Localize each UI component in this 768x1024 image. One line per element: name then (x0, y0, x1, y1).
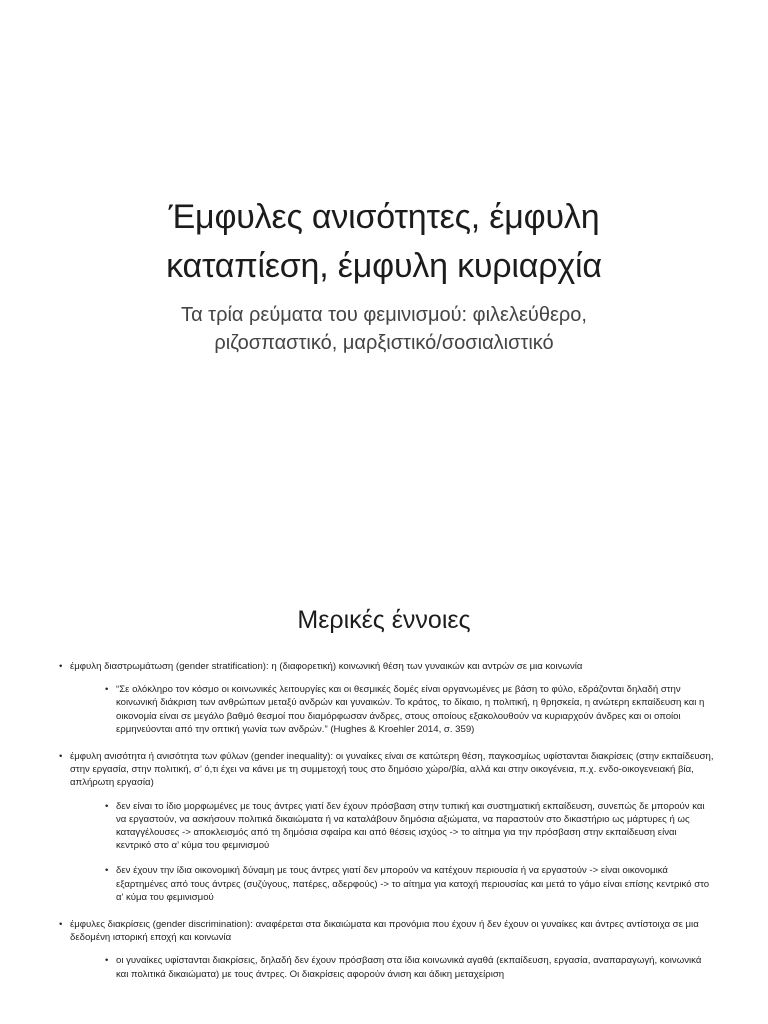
title-line: καταπίεση, έμφυλη κυριαρχία (166, 247, 602, 285)
slide-concepts (0, 560, 768, 1024)
bullet-item (70, 918, 714, 981)
bullet-text: • έμφυλες διακρίσεις (gender discrimination): αναφέρεται στα δικαιώματα και προνόμια που έχουν ή δεν έχουν οι γυναίκες και άντρες αντίστοιχα σε μια δεδομένη ιστορική εποχή και κοινωνία (70, 919, 699, 944)
bullet-item (70, 660, 714, 736)
subtitle-line: ριζοσπαστικό, μαρξιστικό/σοσιαλιστικό (214, 332, 554, 354)
title-line: Έμφυλες ανισότητες, έμφυλη (168, 198, 600, 236)
bullet-item (70, 750, 714, 904)
sub-bullet-text: • “Σε ολόκληρο τον κόσμο οι κοινωνικές λειτουργίες και οι θεσμικές δομές είναι οργανωμένες με βάση το φύλο, εδράζονται δηλαδή στην κοινωνική διάκριση των ανθρώπων μεταξύ ανδρών και γυναικών. Το κράτος, το δίκαιο, η πολιτική, η θρησκεία, η ανώτερη εκπαίδευση και η οικονομία είναι σε μεγάλο βαθμό θεσμοί που διαμόρφωσαν άνδρες, στους οποίους εξακολουθούν να κυριαρχούν άνδρες και οι οποίοι ερμηνεύονται από την οπτική γωνία των ανδρών.” (Hughes & Kroehler 2014, σ. 359) (116, 684, 705, 735)
subtitle-line: Τα τρία ρεύματα του φεμινισμού: φιλελεύθερο, (181, 304, 587, 326)
sub-bullet-item (116, 864, 714, 904)
slide-heading: Μερικές έννοιες (297, 606, 471, 634)
bullet-text: • έμφυλη διαστρωμάτωση (gender stratification): η (διαφορετική) κοινωνική θέση των γυναικών και αντρών σε μια κοινωνία (70, 661, 583, 672)
sub-bullet-item (116, 683, 714, 736)
sub-bullet-text: • οι γυναίκες υφίστανται διακρίσεις, δηλαδή δεν έχουν πρόσβαση στα ίδια κοινωνικά αγαθά (εκπαίδευση, εργασία, αναπαραγωγή, κοινωνικά και πολιτικά δικαιώματα) με τους άντρες. Οι διακρίσεις αφορούν άνιση και άδικη μεταχείριση (116, 955, 702, 980)
presentation-subtitle (60, 301, 708, 357)
bullet-list (58, 660, 714, 995)
presentation-title (40, 193, 728, 291)
sub-bullet-text: • δεν είναι το ίδιο μορφωμένες με τους άντρες γιατί δεν έχουν πρόσβαση στην τυπική και συστηματική εκπαίδευση, συνεπώς δε μπορούν και να εργαστούν, να ασκήσουν πολιτικά δικαιώματα ή να καταλάβουν δημόσια αξιώματα, να παραστούν στο δικαστήριο ως μάρτυρες ή ως καταγγέλουσες -> αποκλεισμός από τη δημόσια σφαίρα και από θέσεις ισχύος -> το αίτημα για την πρόσβαση στην εκπαίδευση είναι κεντρικό στο α’ κύμα του φεμινισμού (116, 800, 705, 852)
sub-bullet-item (116, 800, 714, 853)
sub-bullet-item (116, 954, 714, 980)
bullet-text: • έμφυλη ανισότητα ή ανισότητα των φύλων (gender inequality): οι γυναίκες είναι σε κατώτερη θέση, παγκοσμίως υφίστανται διακρίσεις (στην εκπαίδευση, στην εργασία, στην πολιτική, σ’ ό,τι έχει να κάνει με τη συμμετοχή τους στο δημόσιο χώρο/βία, αλλά και στην οικογένεια, π.χ. ενδο-οικογενειακή βία, απλήρωτη εργασία) (70, 751, 714, 789)
sub-bullet-text: • δεν έχουν την ίδια οικονομική δύναμη με τους άντρες γιατί δεν μπορούν να κατέχουν περιουσία ή να εργαστούν -> είναι οικονομικά εξαρτημένες από τους άντρες (συζύγους, πατέρες, αδερφούς) -> το αίτημα για κατοχή περιουσίας και μετά το γάμο είναι επίσης κεντρικό στο α’ κύμα του φεμινισμού (116, 865, 710, 903)
